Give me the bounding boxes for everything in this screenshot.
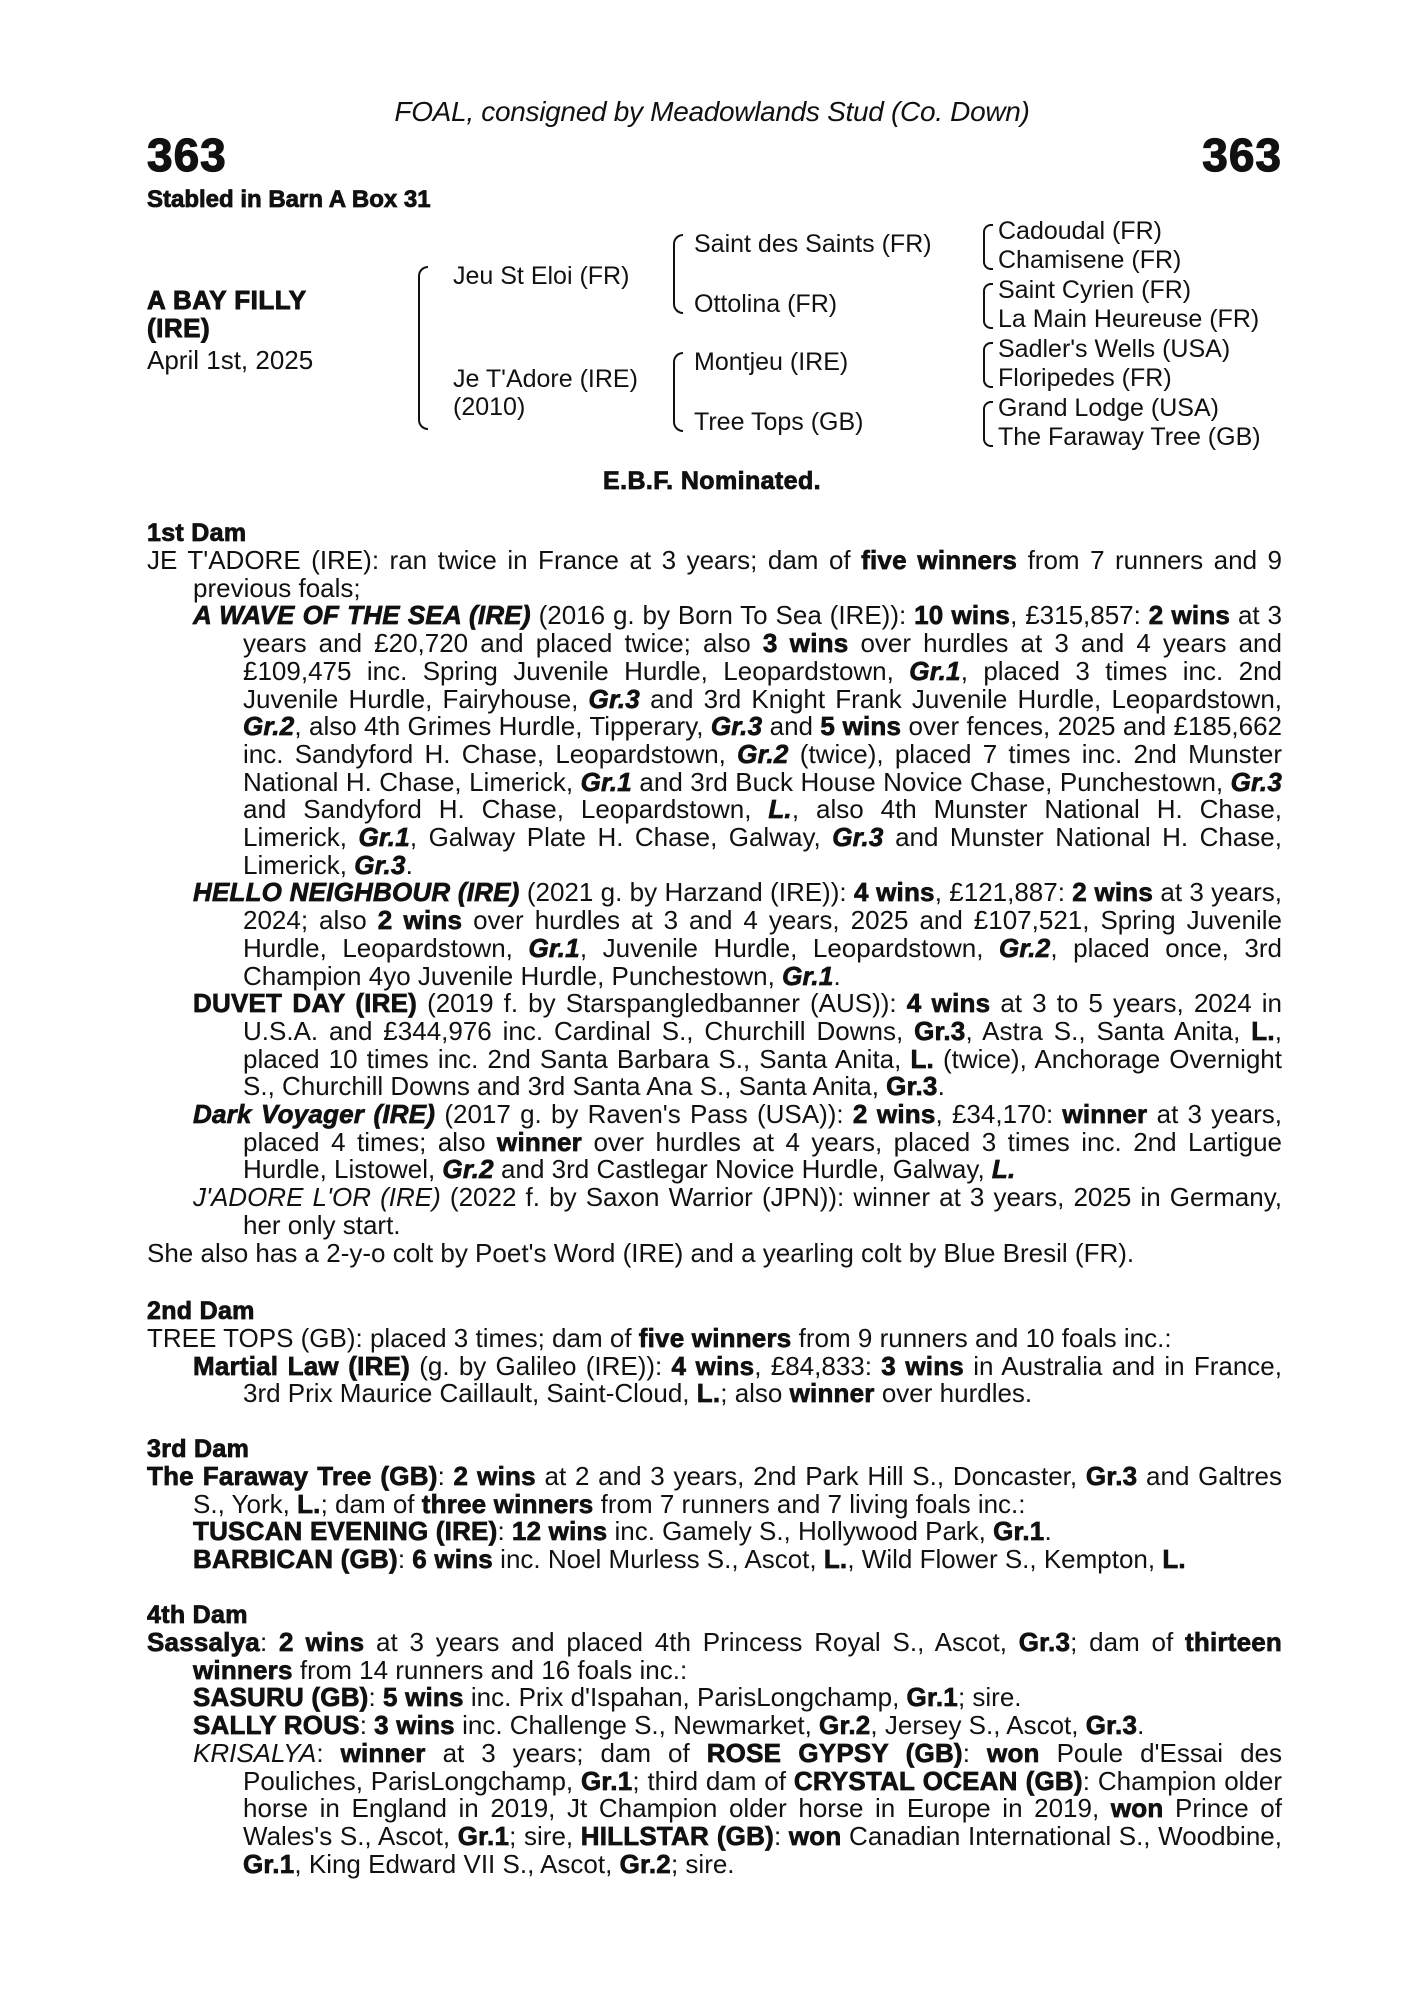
record-text: , Galway Plate H. Chase, Galway,: [409, 822, 833, 853]
record-text: .: [1044, 1516, 1052, 1547]
pedigree-brace-gen1: [418, 266, 428, 430]
emphasis-text: Gr.1: [909, 655, 961, 686]
dam-record: [147, 547, 1282, 602]
emphasis-text: 3 wins: [762, 628, 849, 659]
emphasis-text: TUSCAN EVENING (IRE): [193, 1516, 498, 1547]
record-text: and: [762, 711, 821, 742]
record-text: ; dam of: [1070, 1627, 1186, 1657]
pedigree-ggen-1: Cadoudal (FR): [998, 217, 1162, 245]
record-text: at 3 years and £20,720 and placed twice; also: [243, 600, 1282, 659]
record-text: (2016 g. by Born To Sea (IRE)):: [530, 600, 915, 631]
record-text: at 2 and 3 years, 2nd Park Hill S., Doncaster,: [535, 1461, 1086, 1491]
emphasis-text: Gr.3: [1085, 1710, 1138, 1741]
emphasis-text: winner: [789, 1378, 875, 1409]
record-text: over fences, 2025 and £185,662 inc. Sandyford H. Chase, Leopardstown,: [243, 711, 1283, 769]
record-text: ; third dam of: [632, 1765, 794, 1796]
emphasis-text: Gr.2: [819, 1710, 871, 1741]
foaling-date: April 1st, 2025: [147, 345, 314, 375]
record-text: , Juvenile Hurdle, Leopardstown,: [579, 932, 999, 963]
emphasis-text: 10 wins: [914, 600, 1011, 631]
emphasis-text: Gr.1: [243, 1848, 295, 1879]
produce-record: [193, 602, 1282, 879]
emphasis-text: SALLY ROUS: [193, 1710, 360, 1741]
emphasis-text: Gr.3: [354, 849, 406, 880]
dam-record: [147, 1463, 1282, 1518]
emphasis-text: Sassalya: [147, 1627, 260, 1657]
emphasis-text: Gr.3: [1230, 766, 1282, 797]
dam-record: [147, 1325, 1282, 1353]
record-text: at 3 years and placed 4th Princess Royal S., Ascot,: [364, 1627, 1019, 1657]
emphasis-text: Gr.3: [1085, 1461, 1138, 1491]
produce-record: [193, 879, 1282, 990]
record-text: and 3rd Buck House Novice Chase, Punchestown,: [631, 766, 1231, 797]
record-text: JE T'ADORE (IRE): ran twice in France at 3 years; dam of: [147, 545, 862, 575]
emphasis-text: Gr.1: [782, 960, 834, 991]
emphasis-text: Gr.1: [358, 822, 410, 853]
pedigree-sire-sire: Saint des Saints (FR): [694, 230, 932, 258]
emphasis-text: Gr.1: [580, 766, 632, 797]
record-text: over hurdles.: [874, 1378, 1033, 1409]
emphasis-text: L.: [1162, 1544, 1186, 1575]
emphasis-text: Gr.3: [886, 1071, 938, 1102]
pedigree-ggen-2: Chamisene (FR): [998, 246, 1182, 274]
record-text: from 7 runners and 7 living foals inc.:: [593, 1488, 1026, 1519]
record-text: and Galtres S., York,: [193, 1461, 1282, 1519]
emphasis-text: The Faraway Tree (GB): [147, 1461, 438, 1491]
record-text: at 3 to 5 years, 2024 in U.S.A. and £344,976 inc. Cardinal S., Churchill Downs,: [243, 988, 1282, 1046]
emphasis-text: 2 wins: [278, 1627, 365, 1657]
pedigree-brace-ggen-2: [983, 283, 993, 329]
record-text: at 3 years, placed 4 times; also: [243, 1099, 1282, 1157]
record-text: over hurdles at 4 years, placed 3 times inc. 2nd Lartigue Hurdle, Listowel,: [243, 1126, 1283, 1185]
record-text: :: [359, 1710, 375, 1741]
pedigree-brace-ggen-1: [983, 224, 993, 270]
emphasis-text: 3 wins: [881, 1350, 964, 1381]
record-text: :: [962, 1737, 988, 1768]
record-text: Poule d'Essai des Pouliches, ParisLongchamp,: [243, 1737, 1282, 1796]
produce-record: [193, 1546, 1282, 1574]
record-text: (2021 g. by Harzand (IRE)):: [519, 877, 854, 908]
record-text: :: [397, 1544, 413, 1575]
record-text: TREE TOPS (GB): placed 3 times; dam of: [147, 1323, 639, 1353]
pedigree-brace-ggen-4: [983, 401, 993, 447]
record-text: at 3 years; dam of: [425, 1737, 707, 1768]
emphasis-text: HELLO NEIGHBOUR (IRE): [193, 877, 520, 908]
record-text: over hurdles at 3 and 4 years and £109,475 inc. Spring Juvenile Hurdle, Leopardstown,: [243, 628, 1282, 686]
record-text: :: [316, 1737, 341, 1768]
pedigree-brace-dam: [673, 352, 683, 432]
emphasis-text: KRISALYA: [193, 1737, 317, 1768]
record-text: from 14 runners and 16 foals inc.:: [292, 1654, 688, 1685]
pedigree-dam-year: (2010): [453, 393, 526, 421]
produce-record: [193, 1518, 1282, 1546]
consignor-line: FOAL, consigned by Meadowlands Stud (Co. Down): [394, 96, 1030, 127]
record-text: in Australia and in France, 3rd Prix Maurice Caillault, Saint-Cloud,: [243, 1350, 1282, 1409]
emphasis-text: winner: [1062, 1099, 1148, 1130]
emphasis-text: 2 wins: [377, 905, 463, 936]
record-text: and 3rd Castlegar Novice Hurdle, Galway,: [493, 1154, 992, 1185]
emphasis-text: winner: [497, 1126, 583, 1157]
emphasis-text: Gr.2: [243, 711, 295, 742]
record-text: (2019 f. by Starspangledbanner (AUS)):: [416, 988, 907, 1019]
section-heading: 2nd Dam: [147, 1297, 255, 1325]
emphasis-text: DUVET DAY (IRE): [193, 988, 417, 1019]
emphasis-text: 4 wins: [671, 1350, 755, 1381]
third-dam-section: [147, 1435, 1282, 1574]
emphasis-text: L.: [991, 1154, 1016, 1185]
pedigree-dam-sire: Montjeu (IRE): [694, 348, 849, 376]
section-heading: 1st Dam: [147, 519, 247, 547]
produce-record: [193, 1184, 1282, 1239]
record-text: :: [773, 1820, 789, 1851]
dam-record: [147, 1629, 1282, 1684]
record-text: .: [937, 1071, 945, 1102]
pedigree-ggen-7: Grand Lodge (USA): [998, 394, 1219, 422]
fourth-dam-section: [147, 1601, 1282, 1878]
record-text: (2017 g. by Raven's Pass (USA)):: [435, 1099, 853, 1130]
record-text: , £315,857:: [1010, 600, 1149, 631]
record-text: inc. Prix d'Ispahan, ParisLongchamp,: [463, 1682, 907, 1713]
pedigree-ggen-5: Sadler's Wells (USA): [998, 335, 1231, 363]
record-text: ; dam of: [320, 1488, 422, 1519]
record-text: , also 4th Grimes Hurdle, Tipperary,: [294, 711, 711, 742]
emphasis-text: five winners: [638, 1323, 792, 1353]
record-text: and 3rd Knight Frank Juvenile Hurdle, Leopardstown,: [639, 683, 1283, 714]
record-text: : Champion older horse in England in 2019, Jt Champion older horse in Europe in 2019,: [243, 1765, 1283, 1824]
record-text: at 3 years, 2024; also: [243, 877, 1282, 936]
emphasis-text: Gr.2: [998, 932, 1051, 963]
horse-description: [147, 286, 307, 342]
emphasis-text: Gr.1: [580, 1765, 633, 1796]
record-text: , £121,887:: [934, 877, 1073, 908]
emphasis-text: Gr.3: [588, 683, 640, 714]
emphasis-text: Martial Law (IRE): [193, 1350, 410, 1381]
record-text: , placed 10 times inc. 2nd Santa Barbara S., Santa Anita,: [243, 1015, 1282, 1074]
record-text: from 9 runners and 10 foals inc.:: [791, 1323, 1172, 1353]
pedigree-ggen-4: La Main Heureuse (FR): [998, 305, 1260, 333]
emphasis-text: 4 wins: [906, 988, 991, 1019]
record-text: from 7 runners and 9 previous foals;: [193, 545, 1283, 603]
record-text: , Wild Flower S., Kempton,: [847, 1544, 1163, 1575]
emphasis-text: Dark Voyager (IRE): [193, 1099, 436, 1130]
record-text: Canadian International S., Woodbine,: [841, 1820, 1282, 1851]
emphasis-text: L.: [1251, 1015, 1275, 1046]
record-text: ; sire,: [509, 1820, 581, 1851]
produce-record: [193, 1101, 1282, 1184]
emphasis-text: won: [1110, 1793, 1164, 1824]
pedigree-dam: Je T'Adore (IRE): [453, 365, 638, 393]
record-text: over hurdles at 3 and 4 years, 2025 and £107,521, Spring Juvenile Hurdle, Leopardstown,: [243, 905, 1282, 963]
emphasis-text: L.: [696, 1378, 721, 1409]
record-text: (2022 f. by Saxon Warrior (JPN)): winner at 3 years, 2025 in Germany, her only start.: [243, 1182, 1282, 1240]
pedigree-brace-ggen-3: [983, 342, 993, 388]
pedigree-sire-dam: Ottolina (FR): [694, 290, 838, 318]
emphasis-text: three winners: [421, 1488, 594, 1519]
record-text: , also 4th Munster National H. Chase, Limerick,: [243, 794, 1282, 853]
record-text: , Astra S., Santa Anita,: [965, 1015, 1252, 1046]
record-text: .: [1137, 1710, 1145, 1741]
emphasis-text: 3 wins: [374, 1710, 455, 1741]
emphasis-text: 2 wins: [453, 1461, 536, 1491]
record-text: :: [497, 1516, 512, 1547]
section-heading: 3rd Dam: [147, 1435, 250, 1463]
horse-name-line1: A BAY FILLY: [147, 285, 307, 315]
emphasis-text: 4 wins: [853, 877, 935, 908]
emphasis-text: Gr.2: [442, 1154, 494, 1185]
dam-record: [147, 1237, 1282, 1268]
pedigree-brace-sire: [673, 234, 683, 314]
record-text: , £84,833:: [754, 1350, 882, 1381]
emphasis-text: BARBICAN (GB): [193, 1544, 398, 1575]
record-text: She also has a 2-y-o colt by Poet's Word (IRE) and a yearling colt by Blue Bresil (FR).: [147, 1237, 1135, 1268]
emphasis-text: L.: [768, 794, 792, 825]
emphasis-text: 12 wins: [511, 1516, 608, 1547]
emphasis-text: winner: [340, 1737, 426, 1768]
emphasis-text: Gr.3: [1018, 1627, 1071, 1657]
record-text: , placed once, 3rd Champion 4yo Juvenile Hurdle, Punchestown,: [243, 932, 1283, 991]
emphasis-text: L.: [910, 1043, 934, 1074]
produce-record: [193, 1737, 1283, 1879]
produce-record: [193, 1684, 1282, 1712]
produce-record: [193, 1712, 1282, 1740]
record-text: ; sire.: [670, 1848, 735, 1879]
record-text: ; sire.: [957, 1682, 1022, 1713]
emphasis-text: Gr.1: [993, 1516, 1045, 1547]
emphasis-text: 2 wins: [852, 1099, 936, 1130]
lot-number-right: 363: [1202, 129, 1282, 181]
emphasis-text: L.: [823, 1544, 848, 1575]
record-text: :: [368, 1682, 383, 1713]
record-text: (twice), Anchorage Overnight S., Churchill Downs and 3rd Santa Ana S., Santa Anita,: [243, 1043, 1282, 1102]
lot-number-left: 363: [147, 129, 227, 181]
pedigree-sire: Jeu St Eloi (FR): [453, 262, 630, 290]
emphasis-text: Gr.1: [906, 1682, 958, 1713]
emphasis-text: Gr.3: [832, 822, 884, 853]
emphasis-text: Gr.1: [457, 1820, 510, 1851]
emphasis-text: five winners: [861, 545, 1018, 575]
second-dam-section: [147, 1297, 1282, 1408]
produce-record: [193, 1350, 1282, 1409]
first-dam-section: [147, 519, 1282, 1267]
emphasis-text: L.: [297, 1488, 321, 1519]
record-text: , King Edward VII S., Ascot,: [294, 1848, 620, 1879]
pedigree-ggen-3: Saint Cyrien (FR): [998, 276, 1192, 304]
emphasis-text: Gr.2: [737, 738, 789, 769]
emphasis-text: 5 wins: [820, 711, 902, 742]
record-text: , £34,170:: [935, 1099, 1063, 1130]
emphasis-text: Gr.3: [710, 711, 763, 742]
emphasis-text: Gr.3: [914, 1015, 966, 1046]
record-text: :: [259, 1627, 279, 1657]
emphasis-text: Gr.2: [619, 1848, 671, 1879]
ebf-nominated: E.B.F. Nominated.: [603, 467, 821, 495]
record-text: inc. Noel Murless S., Ascot,: [492, 1544, 824, 1575]
emphasis-text: won: [788, 1820, 842, 1851]
record-text: inc. Gamely S., Hollywood Park,: [607, 1516, 994, 1547]
emphasis-text: A WAVE OF THE SEA (IRE): [193, 600, 531, 631]
record-text: , Jersey S., Ascot,: [870, 1710, 1086, 1741]
emphasis-text: 2 wins: [1072, 877, 1154, 908]
produce-record: [193, 990, 1282, 1101]
emphasis-text: 2 wins: [1148, 600, 1231, 631]
emphasis-text: SASURU (GB): [193, 1682, 369, 1713]
pedigree-dam-dam: Tree Tops (GB): [694, 408, 864, 436]
record-text: .: [405, 849, 413, 880]
record-text: and Munster National H. Chase, Limerick,: [243, 822, 1282, 880]
horse-name-line2: (IRE): [147, 313, 211, 343]
record-text: Prince of Wales's S., Ascot,: [243, 1793, 1282, 1851]
emphasis-text: 6 wins: [412, 1544, 493, 1575]
pedigree-ggen-6: Floripedes (FR): [998, 364, 1172, 392]
record-text: , placed 3 times inc. 2nd Juvenile Hurdle, Fairyhouse,: [243, 655, 1282, 714]
record-text: (twice), placed 7 times inc. 2nd Munster National H. Chase, Limerick,: [243, 738, 1283, 797]
section-heading: 4th Dam: [147, 1601, 248, 1629]
record-text: inc. Challenge S., Newmarket,: [454, 1710, 820, 1741]
record-text: ; also: [720, 1378, 790, 1409]
emphasis-text: won: [987, 1737, 1040, 1768]
stabling-info: Stabled in Barn A Box 31: [147, 186, 431, 213]
emphasis-text: 5 wins: [382, 1682, 464, 1713]
emphasis-text: Gr.1: [528, 932, 580, 963]
emphasis-text: CRYSTAL OCEAN (GB): [793, 1765, 1083, 1796]
record-text: and Sandyford H. Chase, Leopardstown,: [243, 794, 769, 825]
emphasis-text: ROSE GYPSY (GB): [706, 1737, 963, 1768]
emphasis-text: thirteen winners: [193, 1627, 1282, 1685]
record-text: .: [833, 960, 841, 991]
emphasis-text: HILLSTAR (GB): [580, 1820, 774, 1851]
pedigree-ggen-8: The Faraway Tree (GB): [998, 423, 1261, 451]
record-text: :: [437, 1461, 454, 1491]
emphasis-text: J'ADORE L'OR (IRE): [193, 1182, 441, 1213]
record-text: (g. by Galileo (IRE)):: [409, 1350, 672, 1381]
